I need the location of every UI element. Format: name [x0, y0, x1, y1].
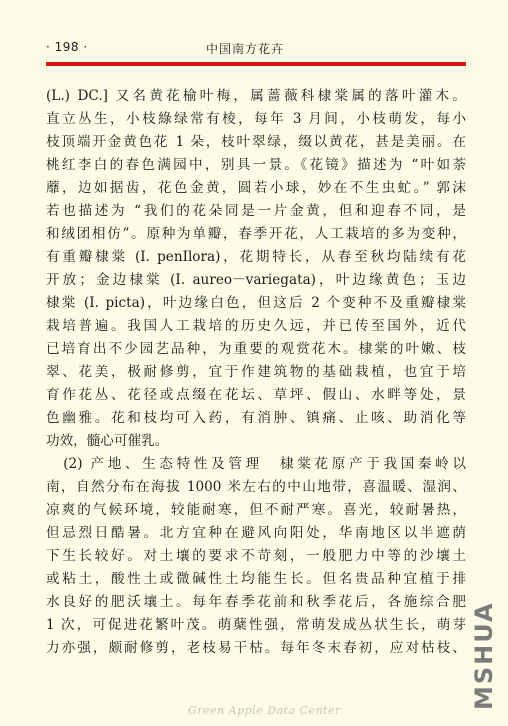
- text-line: 桃红李白的春色满园中，别具一景。《花镜》描述为 “叶如荼: [46, 157, 466, 173]
- text-line: 蘼，边如据齿，花色金黄，圆若小球，妙在不生虫虻。” 郭沫: [46, 180, 466, 196]
- running-title: 中国南方花卉: [206, 42, 285, 56]
- text-line: 南，自然分布在海拔 1000 米左右的中山地带，喜温暖、湿润、: [46, 479, 466, 495]
- text-line: 翠、花美，极耐修剪，宜于作建筑物的基础栽植，也宜于培: [46, 364, 466, 380]
- text-line: 或粘土，酸性土或微碱性土均能生长。但名贵品种宜植于排: [46, 571, 466, 587]
- text-line: 凉爽的气候环境，较能耐寒，但不耐严寒。喜光，较耐暑热，: [46, 502, 466, 518]
- body-text: [46, 85, 466, 660]
- text-line: 枝顶端开金黄色花 1 朵，枝叶翠绿，缀以黄花，甚是美丽。在: [46, 134, 466, 150]
- text-line: 育作花丛、花径或点缀在花坛、草坪、假山、水畔等处，景: [46, 387, 466, 403]
- text-line: 水良好的肥沃壤土。每年春季花前和秋季花后，各施综合肥: [46, 594, 466, 610]
- text-line: 色幽雅。花和枝均可入药，有消肿、镇痛、止咳、助消化等: [46, 410, 466, 426]
- text-line: 和绒团相仿”。原种为单瓣，春季开花，人工栽培的多为变种，: [46, 226, 466, 242]
- text-line: 下生长较好。对土壤的要求不苛刻，一般肥力中等的沙壤土: [46, 548, 466, 564]
- text-line: (2) 产地、生态特性及管理 棣棠花原产于我国秦岭以: [46, 456, 466, 472]
- bottom-watermark: Green Apple Data Center: [188, 704, 341, 717]
- text-line: 直立丛生，小枝綠绿常有棱，每年 3 月间，小枝萌发，每小: [46, 111, 466, 127]
- text-line: 但忌烈日酷暑。北方宜种在避风向阳处，华南地区以半遮荫: [46, 525, 466, 541]
- text-line: 开放；金边棣棠 (I. aureo－variegata)，叶边缘黄色；玉边: [46, 272, 466, 288]
- text-line: 棣棠 (I. picta)，叶边缘白色，但这后 2 个变种不及重瓣棣棠: [46, 295, 466, 311]
- text-line: 栽培普遍。我国人工栽培的历史久远，并已传至国外，近代: [46, 318, 466, 334]
- text-line: 有重瓣棣棠 (I. penIlora)，花期特长，从春至秋均陆续有花: [46, 249, 466, 265]
- side-watermark: [470, 600, 500, 710]
- page-number: · 198 ·: [46, 40, 88, 54]
- side-watermark-text: MSHUA: [470, 601, 498, 710]
- text-line: 已培育出不少园艺品种，为重要的观赏花木。棣棠的叶嫩、枝: [46, 341, 466, 357]
- text-line: (L.) DC.] 又名黄花榆叶梅，属蔷薇科棣棠属的落叶灌木。: [46, 88, 466, 104]
- text-line: 1 次，可促进花繁叶茂。萌蘖性强，常萌发成丛状生长，萌芽: [46, 617, 466, 633]
- text-line: 功效，髓心可催乳。: [46, 433, 169, 449]
- text-line: 力亦强，颇耐修剪，老枝易干枯。每年冬末春初，应对枯枝、: [46, 640, 466, 656]
- page-header: [46, 40, 466, 62]
- header-rule: [46, 62, 466, 66]
- text-line: 若也描述为 “我们的花朵同是一片金黄，但和迎春不同，是: [46, 203, 466, 219]
